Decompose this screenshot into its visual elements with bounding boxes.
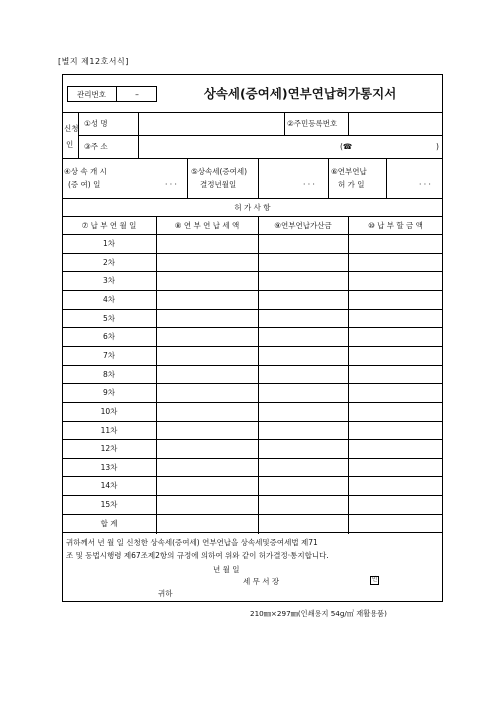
- payable-amount-cell[interactable]: [349, 254, 443, 271]
- additional-charge-cell[interactable]: [259, 347, 348, 364]
- payable-amount-cell[interactable]: [349, 422, 443, 439]
- payable-amount-cell[interactable]: [349, 384, 443, 401]
- address-field[interactable]: [139, 136, 442, 157]
- additional-charge-cell[interactable]: [259, 235, 348, 252]
- installment-tax-cell[interactable]: [157, 515, 259, 532]
- installment-tax-cell[interactable]: [157, 272, 259, 289]
- total-row: [62, 514, 443, 533]
- permission-section-header: 허 가 사 항: [234, 203, 271, 212]
- additional-charge-cell[interactable]: [259, 310, 348, 327]
- installment-tax-cell[interactable]: [157, 440, 259, 457]
- inheritance-start-label: ④상 속 개 시: [64, 167, 107, 176]
- row-label: 2차: [102, 258, 116, 267]
- payable-amount-cell[interactable]: [349, 291, 443, 308]
- table-row: [62, 495, 443, 514]
- additional-charge-cell[interactable]: [259, 496, 348, 513]
- additional-charge-cell[interactable]: [259, 254, 348, 271]
- paper-spec-footer: 210㎜×297㎜(인쇄용지 54g/㎡ 재활용품): [250, 609, 387, 618]
- addressee-label: 귀하: [158, 589, 173, 598]
- additional-charge-cell[interactable]: [259, 440, 348, 457]
- additional-charge-cell[interactable]: [259, 272, 348, 289]
- payable-amount-cell[interactable]: [349, 366, 443, 383]
- payable-amount-cell[interactable]: [349, 347, 443, 364]
- applicant-side-label-top: 신청: [64, 124, 79, 133]
- name-field[interactable]: [139, 113, 283, 134]
- row-label: 12차: [100, 444, 118, 453]
- table-row: [62, 365, 443, 384]
- col-header-payment-date: ⑦ 납 부 연 월 일: [81, 221, 137, 230]
- additional-charge-cell[interactable]: [259, 291, 348, 308]
- payable-amount-cell[interactable]: [349, 515, 443, 532]
- permission-date[interactable]: · · ·: [419, 180, 431, 189]
- installment-tax-cell[interactable]: [157, 477, 259, 494]
- row-label: 15차: [100, 500, 118, 509]
- additional-charge-cell[interactable]: [259, 328, 348, 345]
- permission-date-label-2: 허 가 일: [338, 180, 365, 189]
- form-title: 상속세(증여세)연부연납허가통지서: [203, 86, 397, 101]
- col-header-installment-tax: ⑧ 연 부 연 납 세 액: [174, 221, 240, 230]
- row-label: 5차: [102, 314, 116, 323]
- installment-tax-cell[interactable]: [157, 384, 259, 401]
- installment-tax-cell[interactable]: [157, 347, 259, 364]
- row-label: 9차: [102, 388, 116, 397]
- seal-box: [370, 576, 379, 585]
- table-row: [62, 253, 443, 272]
- installment-tax-cell[interactable]: [157, 254, 259, 271]
- table-row: [62, 439, 443, 458]
- additional-charge-cell[interactable]: [259, 366, 348, 383]
- installment-tax-cell[interactable]: [157, 422, 259, 439]
- notice-line-2: 조 및 동법시행령 제67조제2항의 규정에 의하여 위와 같이 허가결정·통지합니다.: [66, 551, 329, 560]
- row-label: 1차: [102, 239, 116, 248]
- payable-amount-cell[interactable]: [349, 272, 443, 289]
- additional-charge-cell[interactable]: [259, 422, 348, 439]
- table-row: [62, 327, 443, 346]
- tax-office-head: 세 무 서 장: [243, 577, 280, 586]
- name-label: ①성 명: [84, 119, 108, 128]
- row-label: 14차: [100, 481, 118, 490]
- notice-date-line[interactable]: 년 월 일: [213, 565, 240, 574]
- payable-amount-cell[interactable]: [349, 459, 443, 476]
- seal-text: 인: [371, 577, 378, 583]
- inheritance-start-date[interactable]: · · ·: [165, 180, 177, 189]
- table-row: [62, 458, 443, 477]
- installment-tax-cell[interactable]: [157, 403, 259, 420]
- payable-amount-cell[interactable]: [349, 477, 443, 494]
- installment-tax-cell[interactable]: [157, 291, 259, 308]
- decision-date-label: ⑤상속세(증여세): [191, 167, 248, 176]
- row-label: 4차: [102, 295, 116, 304]
- row-label: 합 계: [100, 519, 118, 528]
- additional-charge-cell[interactable]: [259, 384, 348, 401]
- installment-tax-cell[interactable]: [157, 328, 259, 345]
- phone-open: (☎: [340, 142, 353, 151]
- payable-amount-cell[interactable]: [349, 403, 443, 420]
- installment-tax-cell[interactable]: [157, 366, 259, 383]
- payable-amount-cell[interactable]: [349, 496, 443, 513]
- installment-tax-cell[interactable]: [157, 235, 259, 252]
- row-label: 10차: [100, 407, 118, 416]
- table-row: [62, 383, 443, 402]
- decision-date[interactable]: · · ·: [303, 180, 315, 189]
- phone-close: ): [436, 142, 439, 151]
- management-number-label: 관리번호: [77, 90, 106, 99]
- management-number-value[interactable]: –: [135, 90, 139, 99]
- payable-amount-cell[interactable]: [349, 235, 443, 252]
- address-label: ③주 소: [84, 142, 108, 151]
- col-header-payable-amount: ⑩ 납 부 할 금 액: [368, 221, 423, 230]
- payable-amount-cell[interactable]: [349, 328, 443, 345]
- additional-charge-cell[interactable]: [259, 477, 348, 494]
- row-label: 3차: [102, 276, 116, 285]
- table-row: [62, 309, 443, 328]
- installment-tax-cell[interactable]: [157, 459, 259, 476]
- applicant-side-label-bottom: 인: [66, 140, 74, 149]
- resident-number-field[interactable]: [349, 113, 442, 134]
- additional-charge-cell[interactable]: [259, 459, 348, 476]
- permission-date-label: ⑥연부연납: [331, 167, 367, 176]
- additional-charge-cell[interactable]: [259, 515, 348, 532]
- payable-amount-cell[interactable]: [349, 310, 443, 327]
- row-label: 7차: [102, 351, 116, 360]
- inheritance-start-label-2: (증 여) 일: [68, 180, 101, 189]
- decision-date-label-2: 결정년월일: [200, 180, 237, 189]
- payable-amount-cell[interactable]: [349, 440, 443, 457]
- row-label: 11차: [100, 426, 118, 435]
- row-label: 13차: [100, 463, 118, 472]
- row-label: 8차: [102, 370, 116, 379]
- table-row: [62, 346, 443, 365]
- row-label: 6차: [102, 332, 116, 341]
- installment-tax-cell[interactable]: [157, 310, 259, 327]
- resident-number-label: ②주민등록번호: [287, 119, 338, 128]
- table-row: [62, 421, 443, 440]
- table-row: [62, 271, 443, 290]
- installment-tax-cell[interactable]: [157, 496, 259, 513]
- table-row: [62, 290, 443, 309]
- additional-charge-cell[interactable]: [259, 403, 348, 420]
- table-row: [62, 402, 443, 421]
- col-header-additional-charge: ⑨연부연납가산금: [274, 221, 332, 230]
- table-row: [62, 476, 443, 495]
- table-row: [62, 234, 443, 253]
- form-number-label: [별지 제12호서식]: [58, 57, 129, 66]
- notice-line-1: 귀하께서 년 월 일 신청한 상속세(증여세) 연부연납을 상속세및증여세법 제71: [66, 538, 318, 547]
